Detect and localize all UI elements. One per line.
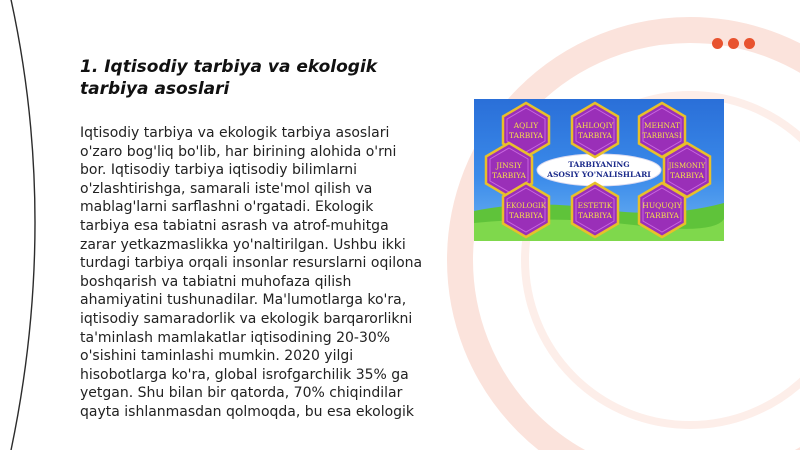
menu-dots[interactable] [712,38,760,52]
center-label-line1: TARBIYANING [568,160,630,169]
slide-title-line1: 1. Iqtisodiy tarbiya va ekologik [80,57,378,77]
hex-estetik [572,183,618,237]
hex-aqliy-line1: AQLIY [513,121,539,130]
hex-ekologik-line2: TARBIYA [509,211,543,220]
hex-mehnat-line1: MEHNAT [643,121,681,130]
hex-aqliy-line2: TARBIYA [509,131,543,140]
hex-huquqiy [639,183,685,237]
left-arc [10,0,35,450]
hex-mehnat-line2: TARBIYASI [642,132,682,140]
hex-estetik-line2: TARBIYA [578,211,612,220]
hex-estetik-line1: ESTETIK [577,201,613,210]
slide-paragraph: Iqtisodiy tarbiya va ekologik tarbiya asoslari o'zaro bog'liq bo'lib, har birining alohida o'rni bor. Iqtisodiy tarbiya iqtisodiy bilimlarni o'zlashtirishga, samarali iste'mol qilish va mablag'larni sarflashni o'rgatadi. Ekologik tarbiya esa tabiatni asrash va atrof-muhitga zarar yetkazmaslikka yo'naltirilgan. Ushbu ikki turdagi tarbiya orqali insonlar resurslarni oqilona boshqarish va tabiatni muhofaza qilish ahamiyatini tushunadilar. Ma'lumotlarga ko'ra, iqtisodiy samaradorlik va ekologik barqarorlikni ta'minlash mamlakatlar iqtisodining 20-30% o'sishini taminlashi mumkin. 2020 yilgi hisobotlarga ko'ra, global isrofgarchilik 35% ga yetgan. Shu bilan bir qatorda, 70% chiqindilar qayta ishlanmasdan qolmoqda, bu esa ekologik [80,125,423,420]
hex-jismoniy-line2: TARBIYA [670,171,704,180]
hex-ekologik-line1: EKOLOGIK [506,202,546,210]
dot-icon [744,38,755,49]
slide-title [80,56,420,100]
education-directions-image [474,99,724,241]
hex-jinsiy-line1: JINSIY [496,161,522,170]
hex-jinsiy-line2: TARBIYA [492,171,526,180]
dot-icon [728,38,739,49]
hex-ekologik [503,183,549,237]
hex-jismoniy-line1: JISMONIY [668,162,706,170]
dot-icon [712,38,723,49]
hex-axloqiy-line1: AHLOQIY [576,121,614,130]
hex-huquqiy-line2: TARBIYA [645,211,679,220]
center-label-line2: ASOSIY YO'NALISHLARI [547,170,651,179]
hex-huquqiy-line1: HUQUQIY [642,201,682,210]
slide-title-line2: tarbiya asoslari [80,79,230,99]
hex-axloqiy [572,103,618,157]
hex-axloqiy-line2: TARBIYA [578,131,612,140]
